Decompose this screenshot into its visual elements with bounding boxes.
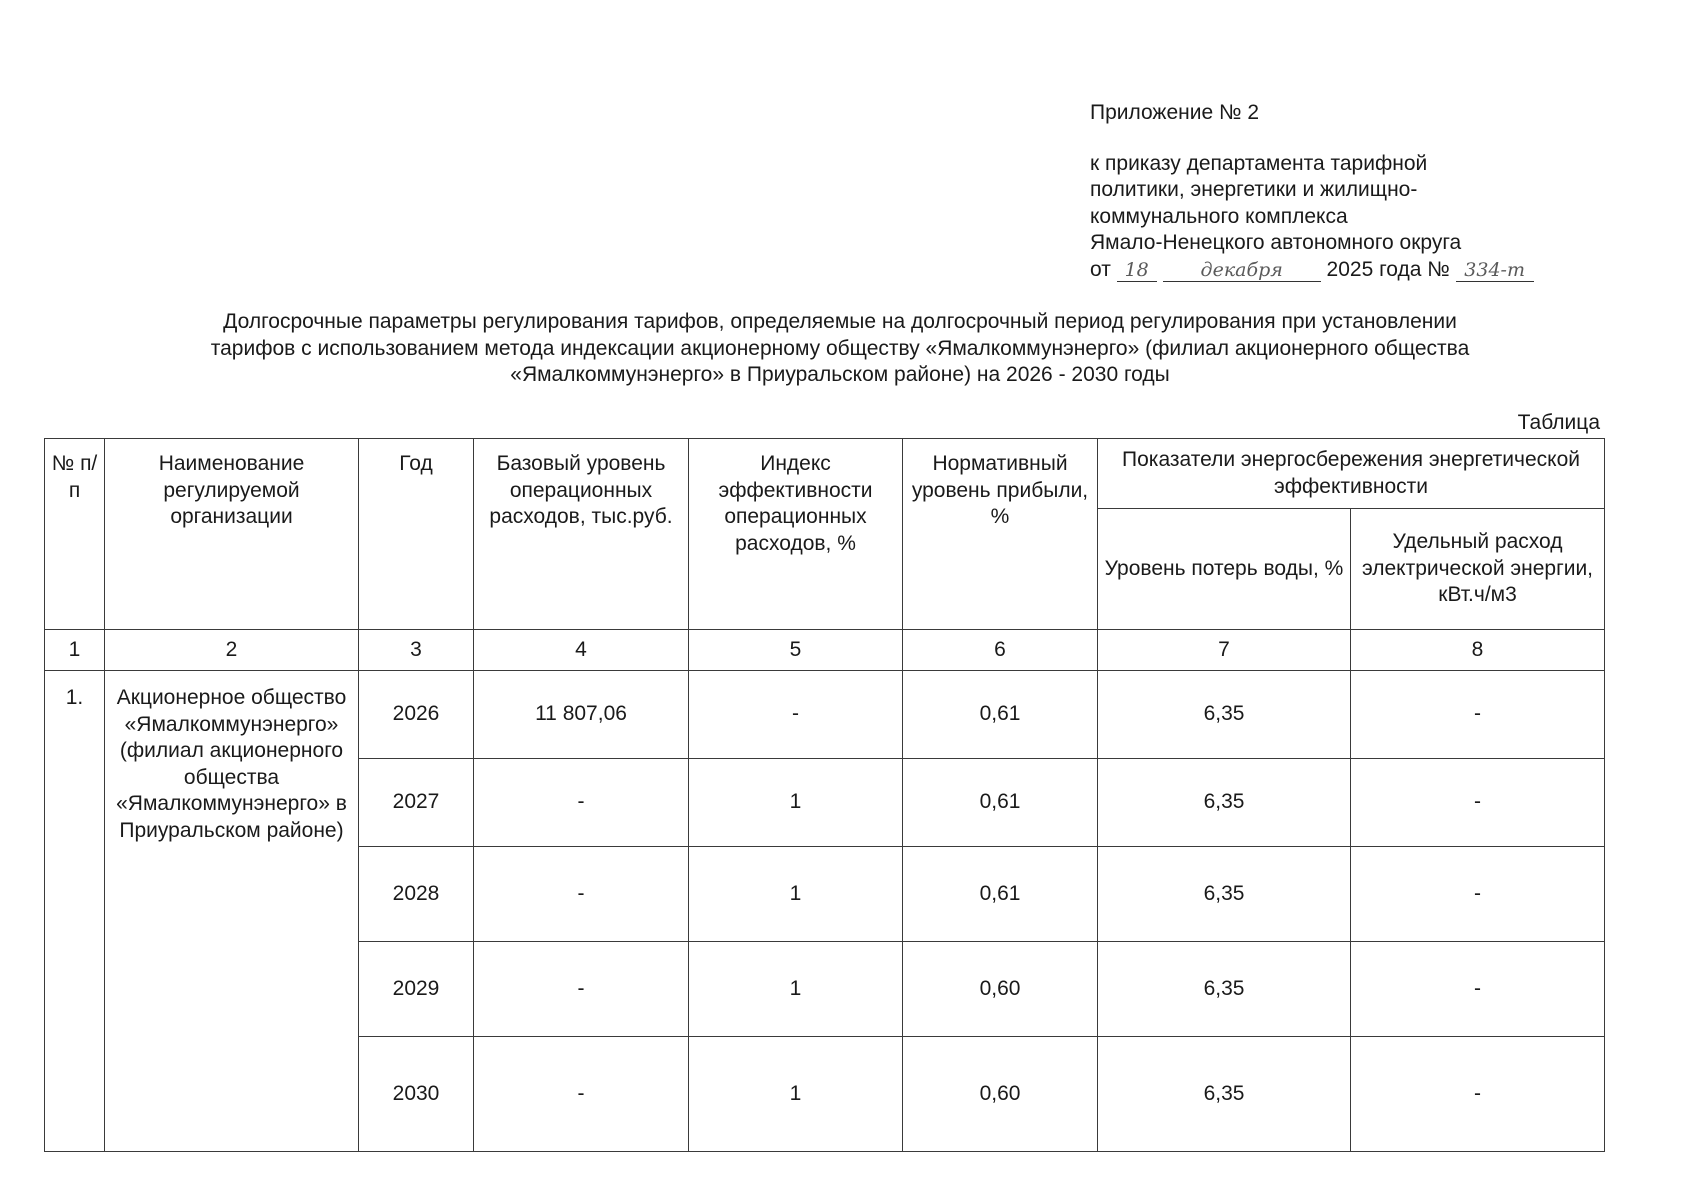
table-caption: Таблица bbox=[1517, 411, 1600, 434]
cell-year: 2026 bbox=[359, 671, 474, 759]
parameters-table bbox=[44, 438, 1605, 1152]
cell-efficiency-index: 1 bbox=[689, 1037, 903, 1152]
cell-water-loss: 6,35 bbox=[1098, 942, 1351, 1037]
annex-title: Приложение № 2 bbox=[1090, 101, 1260, 124]
column-number: 3 bbox=[359, 630, 474, 671]
header-profit-level: Нормативный уровень прибыли, % bbox=[903, 439, 1098, 630]
column-number-row bbox=[45, 630, 1605, 671]
column-number: 6 bbox=[903, 630, 1098, 671]
cell-profit-level: 0,60 bbox=[903, 1037, 1098, 1152]
cell-water-loss: 6,35 bbox=[1098, 759, 1351, 847]
document-title bbox=[60, 309, 1620, 389]
annex-block bbox=[1090, 100, 1610, 283]
header-base-opex: Базовый уровень операционных расходов, тыс.руб. bbox=[474, 439, 689, 630]
organization-name: Акционерное общество «Ямалкоммунэнерго» (филиал акционерного общества «Ямалкоммунэнерго» в Приуральском районе) bbox=[105, 671, 359, 1152]
order-month-handwritten: декабря bbox=[1163, 259, 1321, 282]
column-number: 1 bbox=[45, 630, 105, 671]
cell-base-opex: - bbox=[474, 759, 689, 847]
cell-base-opex: - bbox=[474, 942, 689, 1037]
cell-profit-level: 0,61 bbox=[903, 847, 1098, 942]
column-number: 2 bbox=[105, 630, 359, 671]
cell-efficiency-index: 1 bbox=[689, 942, 903, 1037]
column-number: 4 bbox=[474, 630, 689, 671]
document-title-line-3: «Ямалкоммунэнерго» в Приуральском районе) на 2026 - 2030 годы bbox=[510, 363, 1170, 386]
cell-base-opex: - bbox=[474, 847, 689, 942]
column-number: 7 bbox=[1098, 630, 1351, 671]
cell-efficiency-index: - bbox=[689, 671, 903, 759]
annex-line-1: к приказу департамента тарифной bbox=[1090, 151, 1428, 175]
header-organization: Наименование регулируемой организации bbox=[105, 439, 359, 630]
order-prefix: от bbox=[1090, 257, 1111, 281]
header-year: Год bbox=[359, 439, 474, 630]
cell-electricity: - bbox=[1351, 759, 1605, 847]
order-number-handwritten: 334-т bbox=[1456, 259, 1534, 282]
annex-line-4: Ямало-Ненецкого автономного округа bbox=[1090, 231, 1462, 254]
header-energy-group: Показатели энергосбережения энергетической эффективности bbox=[1098, 439, 1605, 509]
column-number: 8 bbox=[1351, 630, 1605, 671]
cell-electricity: - bbox=[1351, 671, 1605, 759]
cell-profit-level: 0,61 bbox=[903, 759, 1098, 847]
cell-profit-level: 0,61 bbox=[903, 671, 1098, 759]
cell-base-opex: - bbox=[474, 1037, 689, 1152]
cell-water-loss: 6,35 bbox=[1098, 671, 1351, 759]
table-row bbox=[45, 671, 1605, 759]
cell-electricity: - bbox=[1351, 942, 1605, 1037]
cell-electricity: - bbox=[1351, 847, 1605, 942]
header-efficiency-index: Индекс эффективности операционных расходов, % bbox=[689, 439, 903, 630]
cell-year: 2027 bbox=[359, 759, 474, 847]
header-electricity: Удельный расход электрической энергии, кВт.ч/м3 bbox=[1351, 509, 1605, 630]
annex-line-2: политики, энергетики и жилищно- bbox=[1090, 178, 1418, 201]
cell-water-loss: 6,35 bbox=[1098, 1037, 1351, 1152]
document-title-line-2: тарифов с использованием метода индексации акционерному обществу «Ямалкоммунэнерго» (филиал акционерного общества bbox=[210, 336, 1470, 360]
row-index: 1. bbox=[45, 671, 105, 1152]
cell-year: 2028 bbox=[359, 847, 474, 942]
annex-line-3: коммунального комплекса bbox=[1090, 204, 1348, 228]
cell-year: 2029 bbox=[359, 942, 474, 1037]
cell-base-opex: 11 807,06 bbox=[474, 671, 689, 759]
cell-electricity: - bbox=[1351, 1037, 1605, 1152]
order-day-handwritten: 18 bbox=[1117, 259, 1157, 282]
cell-efficiency-index: 1 bbox=[689, 759, 903, 847]
document-title-line-1: Долгосрочные параметры регулирования тарифов, определяемые на долгосрочный период регулирования при установлении bbox=[223, 310, 1457, 333]
header-water-loss: Уровень потерь воды, % bbox=[1098, 509, 1351, 630]
cell-efficiency-index: 1 bbox=[689, 847, 903, 942]
header-num: № п/п bbox=[45, 439, 105, 630]
column-number: 5 bbox=[689, 630, 903, 671]
order-middle: 2025 года № bbox=[1326, 257, 1450, 281]
order-line bbox=[1090, 257, 1610, 284]
cell-profit-level: 0,60 bbox=[903, 942, 1098, 1037]
cell-year: 2030 bbox=[359, 1037, 474, 1152]
cell-water-loss: 6,35 bbox=[1098, 847, 1351, 942]
